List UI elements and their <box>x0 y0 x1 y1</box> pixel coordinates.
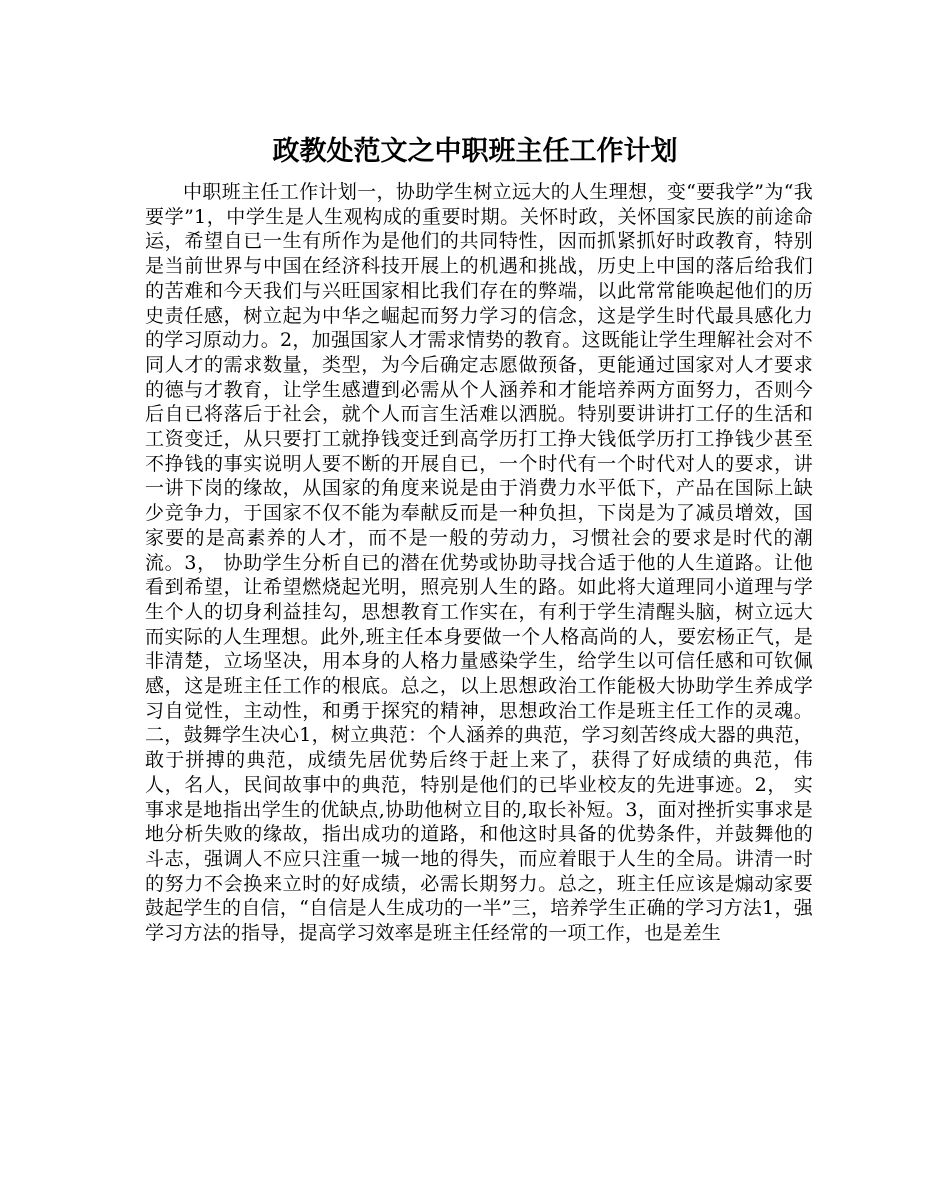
document-body-paragraph: 中职班主任工作计划一，协助学生树立远大的人生理想，变“要我学”为“我要学”1，中学生是人生观构成的重要时期。关怀时政，关怀国家民族的前途命运，希望自已一生有所作为是他们的共同特性，因而抓紧抓好时政教育，特别是当前世界与中国在经济科技开展上的机遇和挑战，历史上中国的落后给我们的苦难和今天我们与兴旺国家相比我们存在的弊端，以此常常能唤起他们的历史责任感，树立起为中华之崛起而努力学习的信念，这是学生时代最具感化力的学习原动力。2，加强国家人才需求情势的教育。这既能让学生理解社会对不同人才的需求数量，类型，为今后确定志愿做预备，更能通过国家对人才要求的德与才教育，让学生感遭到必需从个人涵养和才能培养两方面努力，否则今后自已将落后于社会，就个人而言生活难以洒脱。特别要讲讲打工仔的生活和工资变迁，从只要打工就挣钱变迁到高学历打工挣大钱低学历打工挣钱少甚至不挣钱的事实说明人要不断的开展自已，一个时代有一个时代对人的要求，讲一讲下岗的缘故，从国家的角度来说是由于消费力水平低下，产品在国际上缺少竞争力，于国家不仅不能为奉献反而是一种负担，下岗是为了减员增效，国家要的是高素养的人才，而不是一般的劳动力，习惯社会的要求是时代的潮流。3， 协助学生分析自已的潜在优势或协助寻找合适于他的人生道路。让他看到希望，让希望燃烧起光明，照亮别人生的路。如此将大道理同小道理与学生个人的切身利益挂勾，思想教育工作实在，有利于学生清醒头脑，树立远大而实际的人生理想。此外,班主任本身要做一个人格高尚的人，要宏杨正气，是非清楚，立场坚决，用本身的人格力量感染学生，给学生以可信任感和可钦佩感，这是班主任工作的根底。总之，以上思想政治工作能极大协助学生养成学习自觉性，主动性，和勇于探究的精神，思想政治工作是班主任工作的灵魂。二，鼓舞学生决心1，树立典范：个人涵养的典范，学习刻苦终成大器的典范，敢于拼搏的典范，成绩先居优势后终于赶上来了，获得了好成绩的典范，伟人，名人，民间故事中的典范，特别是他们的已毕业校友的先进事迹。2， 实事求是地指出学生的优缺点,协助他树立目的,取长补短。3，面对挫折实事求是地分析失败的缘故，指出成功的道路，和他这时具备的优势条件，并鼓舞他的斗志，强调人不应只注重一城一地的得失，而应着眼于人生的全局。讲清一时的努力不会换来立时的好成绩，必需长期努力。总之，班主任应该是煽动家要鼓起学生的自信，“自信是人生成功的一半”三，培养学生正确的学习方法1，强学习方法的指导，提高学习效率是班主任经常的一项工作，也是差生 <box>145 181 813 945</box>
document-title: 政教处范文之中职班主任工作计划 <box>272 136 678 167</box>
